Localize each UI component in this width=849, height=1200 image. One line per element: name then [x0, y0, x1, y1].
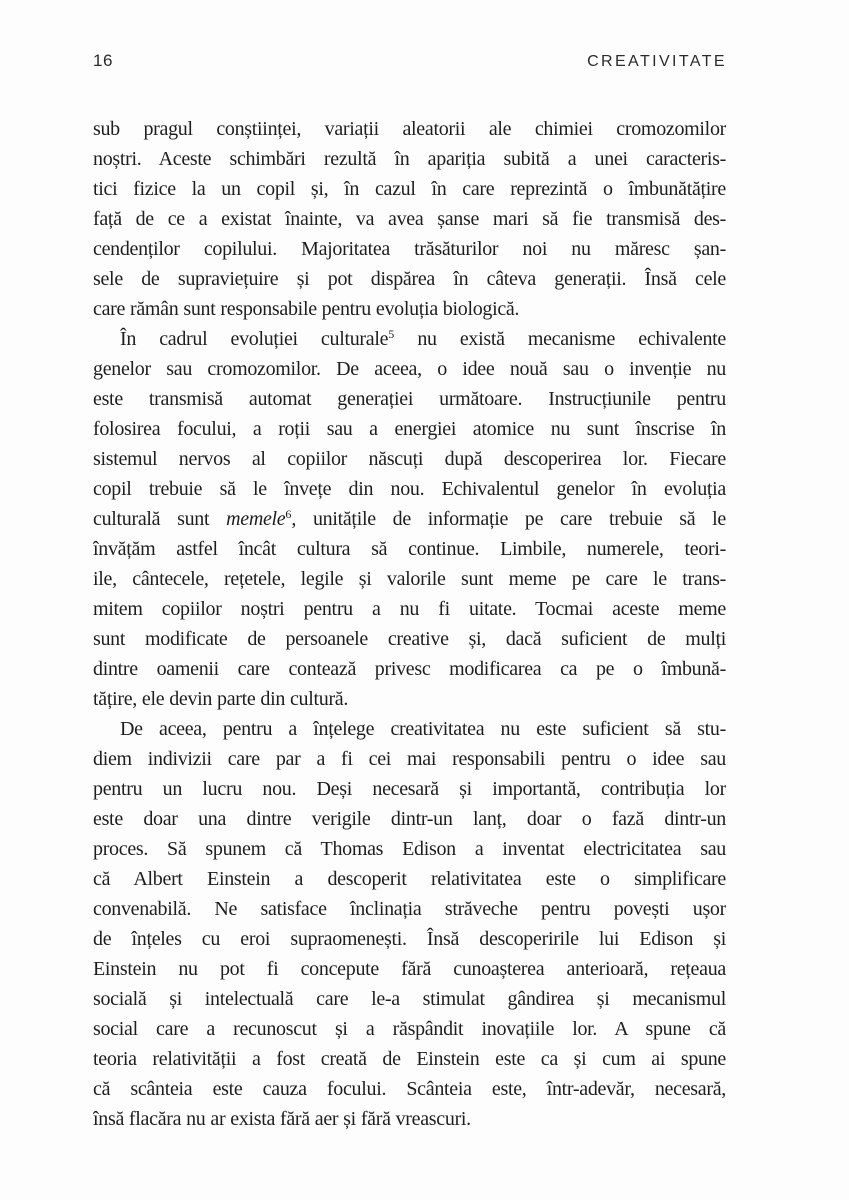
running-title: CREATIVITATE: [587, 53, 727, 70]
text-line: că scânteia este cauza focului. Scânteia este, într-adevăr, necesară,: [93, 1078, 726, 1100]
text-line: tățire, ele devin parte din cultură.: [93, 688, 349, 710]
text-line: În cadrul evoluției culturale$^5$ nu există mecanisme echivalente: [120, 327, 726, 350]
text-line: social care a recunoscut și a răspândit inovațiile lor. A spune că: [93, 1018, 726, 1040]
text-line: sistemul nervos al copiilor născuți după descoperirea lor. Fiecare: [93, 448, 726, 470]
paragraph: [93, 114, 726, 324]
running-header: [93, 51, 727, 71]
text-line: diem indivizii care par a fi cei mai responsabili pentru o idee sau: [93, 748, 726, 770]
text-line: este doar una dintre verigile dintr-un lanț, doar o fază dintr-un: [93, 808, 726, 830]
text-line: sele de supraviețuire și pot dispărea în câteva generații. Însă cele: [93, 268, 726, 290]
text-line: tici fizice la un copil și, în cazul în care reprezintă o îmbunătățire: [93, 178, 726, 200]
text-line: culturală sunt memele$^6$, unitățile de informație pe care trebuie să le: [93, 507, 726, 530]
text-line: folosirea focului, a roții sau a energiei atomice nu sunt înscrise în: [93, 418, 726, 440]
paragraph: [93, 714, 726, 1134]
text-line: cendenților copilului. Majoritatea trăsăturilor noi nu măresc șan-: [93, 238, 726, 260]
text-line: De aceea, pentru a înțelege creativitatea nu este suficient să stu-: [120, 718, 726, 740]
text-line: învățăm astfel încât cultura să continue. Limbile, numerele, teori-: [93, 538, 726, 560]
text-line: copil trebuie să le învețe din nou. Echivalentul genelor în evoluția: [93, 478, 726, 500]
text-line: socială și intelectuală care le-a stimulat gândirea și mecanismul: [93, 988, 726, 1010]
page-body: [93, 114, 726, 1134]
paragraph: [93, 324, 726, 714]
text-line: ile, cântecele, rețetele, legile și valorile sunt meme pe care le trans-: [93, 568, 726, 590]
text-line: pentru un lucru nou. Deși necesară și importantă, contribuția lor: [93, 778, 726, 800]
text-line: dintre oamenii care contează privesc modificarea ca pe o îmbună-: [93, 658, 726, 680]
text-line: care rămân sunt responsabile pentru evoluția biologică.: [93, 298, 520, 320]
text-line: genelor sau cromozomilor. De aceea, o idee nouă sau o invenție nu: [93, 358, 726, 380]
text-line: Einstein nu pot fi concepute fără cunoașterea anterioară, rețeaua: [93, 958, 726, 980]
page-number: 16: [93, 51, 113, 70]
text-line: proces. Să spunem că Thomas Edison a inventat electricitatea sau: [93, 838, 726, 860]
text-line: teoria relativității a fost creată de Einstein este ca și cum ai spune: [93, 1048, 726, 1070]
text-line: este transmisă automat generației următoare. Instrucțiunile pentru: [93, 388, 726, 410]
text-line: de înțeles cu eroi supraomenești. Însă descoperirile lui Edison și: [93, 928, 726, 950]
text-line: sub pragul conștiinței, variații aleatorii ale chimiei cromozomilor: [93, 118, 726, 140]
text-line: mitem copiilor noștri pentru a nu fi uitate. Tocmai aceste meme: [93, 598, 726, 620]
text-line: că Albert Einstein a descoperit relativitatea este o simplificare: [93, 868, 726, 890]
text-line: convenabilă. Ne satisface înclinația străveche pentru povești ușor: [93, 898, 726, 920]
text-line: sunt modificate de persoanele creative și, dacă suficient de mulți: [93, 628, 726, 650]
text-line: noștri. Aceste schimbări rezultă în apariția subită a unei caracteris-: [93, 148, 726, 170]
text-line: față de ce a existat înainte, va avea șanse mari să fie transmisă des-: [93, 208, 726, 230]
text-line: însă flacăra nu ar exista fără aer și fără vreascuri.: [93, 1108, 471, 1130]
